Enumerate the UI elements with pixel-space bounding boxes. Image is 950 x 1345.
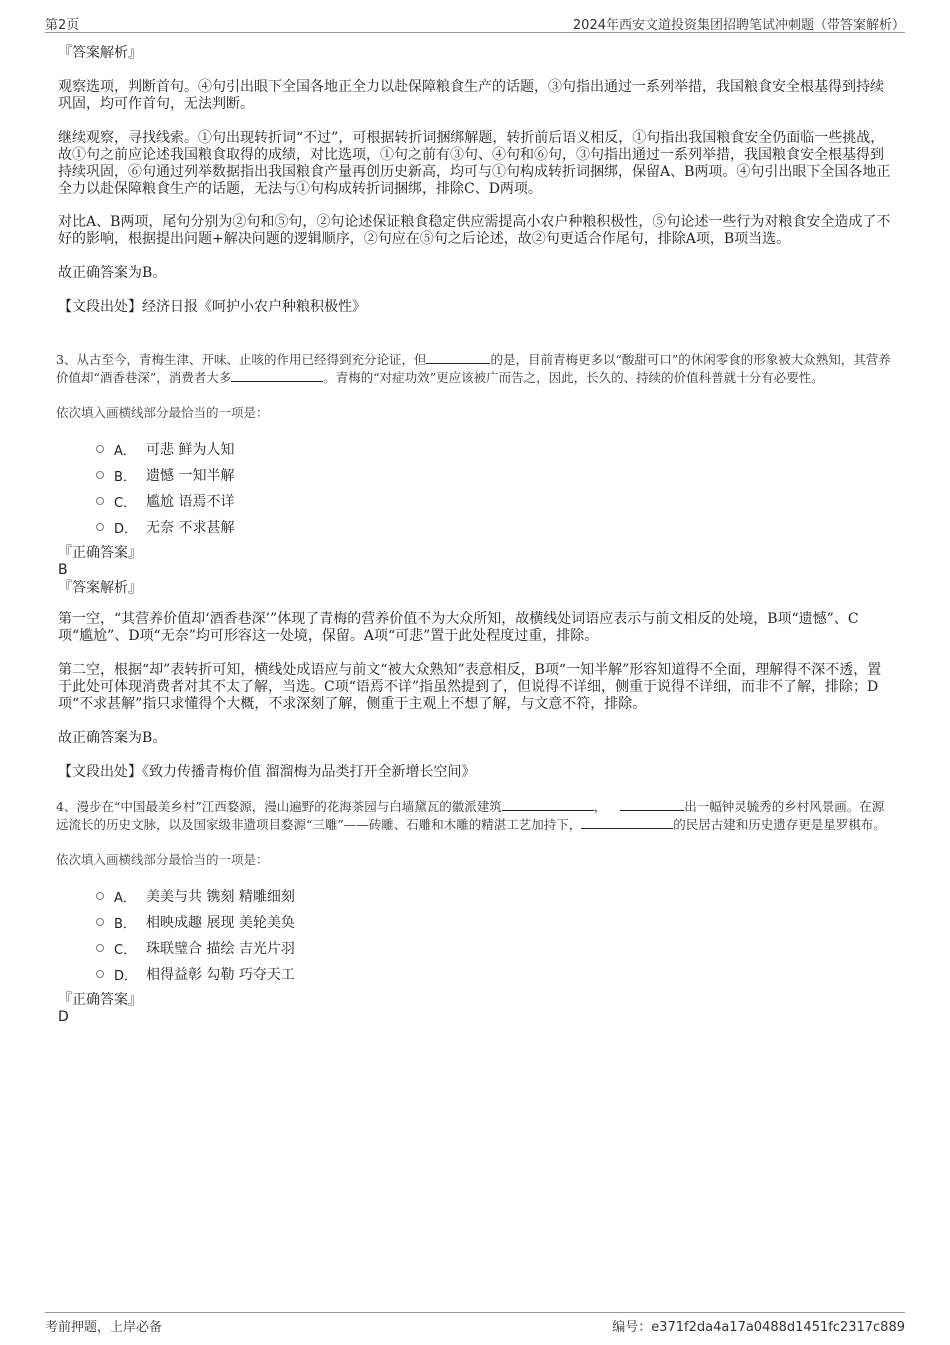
answer-blank bbox=[502, 798, 594, 811]
analysis-paragraph: 对比A、B两项，尾句分别为②句和⑤句，②句论述保证粮食稳定供应需提高小农户种粮积极性，⑤句论述一些行为对粮食安全造成了不好的影响，根据提出问题+解决问题的逻辑顺序，②句应在⑤句之后论述，故②句更适合作尾句，排除A项，B项当选。 bbox=[58, 214, 891, 247]
correct-answer-tag: 『正确答案』 bbox=[58, 545, 142, 561]
analysis-paragraph: 第二空，根据“却”表转折可知，横线处成语应与前文“被大众熟知”表意相反，B项“一知半解”形容知道得不全面，理解得不深不透，置于此处可体现消费者对其不太了解，当选。C项“语焉不详”指虽然提到了，但说得不详细，侧重于说得不详细，而非不了解，排除；D项“不求甚解”指只求懂得个大概，不求深刻了解，侧重于主观上不想了解，与文意不符，排除。 bbox=[58, 662, 882, 712]
radio-icon[interactable] bbox=[96, 471, 104, 479]
conclusion: 故正确答案为B。 bbox=[58, 730, 167, 746]
radio-icon[interactable] bbox=[96, 918, 104, 926]
option-c[interactable]: C． 珠联璧合 描绘 吉光片羽 bbox=[96, 935, 892, 961]
option-b[interactable]: B． 相映成趣 展现 美轮美奂 bbox=[96, 909, 892, 935]
radio-icon[interactable] bbox=[96, 523, 104, 531]
option-a[interactable]: A． 美美与共 镌刻 精雕细刻 bbox=[96, 883, 892, 909]
conclusion: 故正确答案为B。 bbox=[58, 265, 167, 281]
option-c[interactable]: C． 尴尬 语焉不详 bbox=[96, 488, 892, 514]
answer-blank bbox=[581, 816, 673, 829]
option-d[interactable]: D． 相得益彰 勾勒 巧夺天工 bbox=[96, 961, 892, 987]
analysis-paragraph: 第一空，“其营养价值却‘酒香巷深’”体现了青梅的营养价值不为大众所知，故横线处词语应表示与前文相反的处境，B项“遗憾”、C项“尴尬”、D项“无奈”均可形容这一处境，保留。A项“可悲”置于此处程度过重，排除。 bbox=[58, 611, 859, 644]
question-stem: 3、从古至今，青梅生津、开味、止咳的作用已经得到充分论证，但 的是，目前青梅更多以“酸甜可口”的休闲零食的形象被大众熟知，其营养价值却“酒香巷深”，消费者大多 。青梅的“对症功效”更应该被广而告之，因此，长久的、持续的价值科普就十分有必要性。 bbox=[56, 352, 891, 385]
question-stem: 4、漫步在“中国最美乡村”江西婺源，漫山遍野的花海茶园与白墙黛瓦的徽派建筑 ， 出一幅钟灵毓秀的乡村风景画。在源远流长的历史文脉，以及国家级非遗项目婺源“三雕”——砖雕、石雕和木雕的精湛工艺加持下， 的民居古建和历史遗存更是星罗棋布。 bbox=[56, 799, 886, 832]
document-title: 2024年西安文道投资集团招聘笔试冲刺题（带答案解析） bbox=[572, 18, 905, 33]
option-b[interactable]: B． 遗憾 一知半解 bbox=[96, 462, 892, 488]
footer-slogan: 考前押题，上岸必备 bbox=[45, 1320, 163, 1335]
option-list bbox=[58, 883, 892, 987]
page-number: 第2页 bbox=[45, 18, 80, 33]
option-d[interactable]: D． 无奈 不求甚解 bbox=[96, 514, 892, 540]
page-footer bbox=[45, 1312, 905, 1337]
correct-answer-tag: 『正确答案』 bbox=[58, 992, 142, 1008]
radio-icon[interactable] bbox=[96, 892, 104, 900]
radio-icon[interactable] bbox=[96, 445, 104, 453]
correct-answer: D bbox=[58, 1009, 69, 1025]
question-prompt: 依次填入画横线部分最恰当的一项是： bbox=[56, 852, 269, 867]
source-citation: 【文段出处】《致力传播青梅价值 溜溜梅为品类打开全新增长空间》 bbox=[58, 764, 476, 780]
option-a[interactable]: A． 可悲 鲜为人知 bbox=[96, 436, 892, 462]
radio-icon[interactable] bbox=[96, 970, 104, 978]
document-id: 编号：e371f2da4a17a0488d1451fc2317c889 bbox=[612, 1320, 905, 1335]
radio-icon[interactable] bbox=[96, 497, 104, 505]
source-citation: 【文段出处】经济日报《呵护小农户种粮积极性》 bbox=[58, 299, 366, 315]
page-header bbox=[45, 12, 905, 33]
answer-blank bbox=[231, 369, 323, 382]
page-content bbox=[58, 44, 892, 1026]
radio-icon[interactable] bbox=[96, 944, 104, 952]
option-list bbox=[58, 436, 892, 540]
analysis-paragraph: 继续观察，寻找线索。①句出现转折词“不过”，可根据转折词捆绑解题，转折前后语义相反，①句指出我国粮食安全仍面临一些挑战，故①句之前应论述我国粮食取得的成绩，对比选项，①句之前有③句、④句和⑥句，③句指出通过一系列举措，我国粮食安全根基得到持续巩固，⑥句通过列举数据指出我国粮食产量再创历史新高，均可与①句构成转折词捆绑，保留A、B两项。④句引出眼下全国各地正全力以赴保障粮食生产的话题，无法与①句构成转折词捆绑，排除C、D两项。 bbox=[58, 130, 891, 197]
analysis-paragraph: 观察选项，判断首句。④句引出眼下全国各地正全力以赴保障粮食生产的话题，③句指出通过一系列举措，我国粮食安全根基得到持续巩固，均可作首句，无法判断。 bbox=[58, 79, 884, 112]
question-prompt: 依次填入画横线部分最恰当的一项是： bbox=[56, 405, 269, 420]
correct-answer: B bbox=[58, 562, 68, 578]
answer-blank bbox=[620, 798, 684, 811]
answer-blank bbox=[426, 351, 490, 364]
analysis-tag: 『答案解析』 bbox=[58, 45, 142, 61]
analysis-tag: 『答案解析』 bbox=[58, 580, 142, 596]
